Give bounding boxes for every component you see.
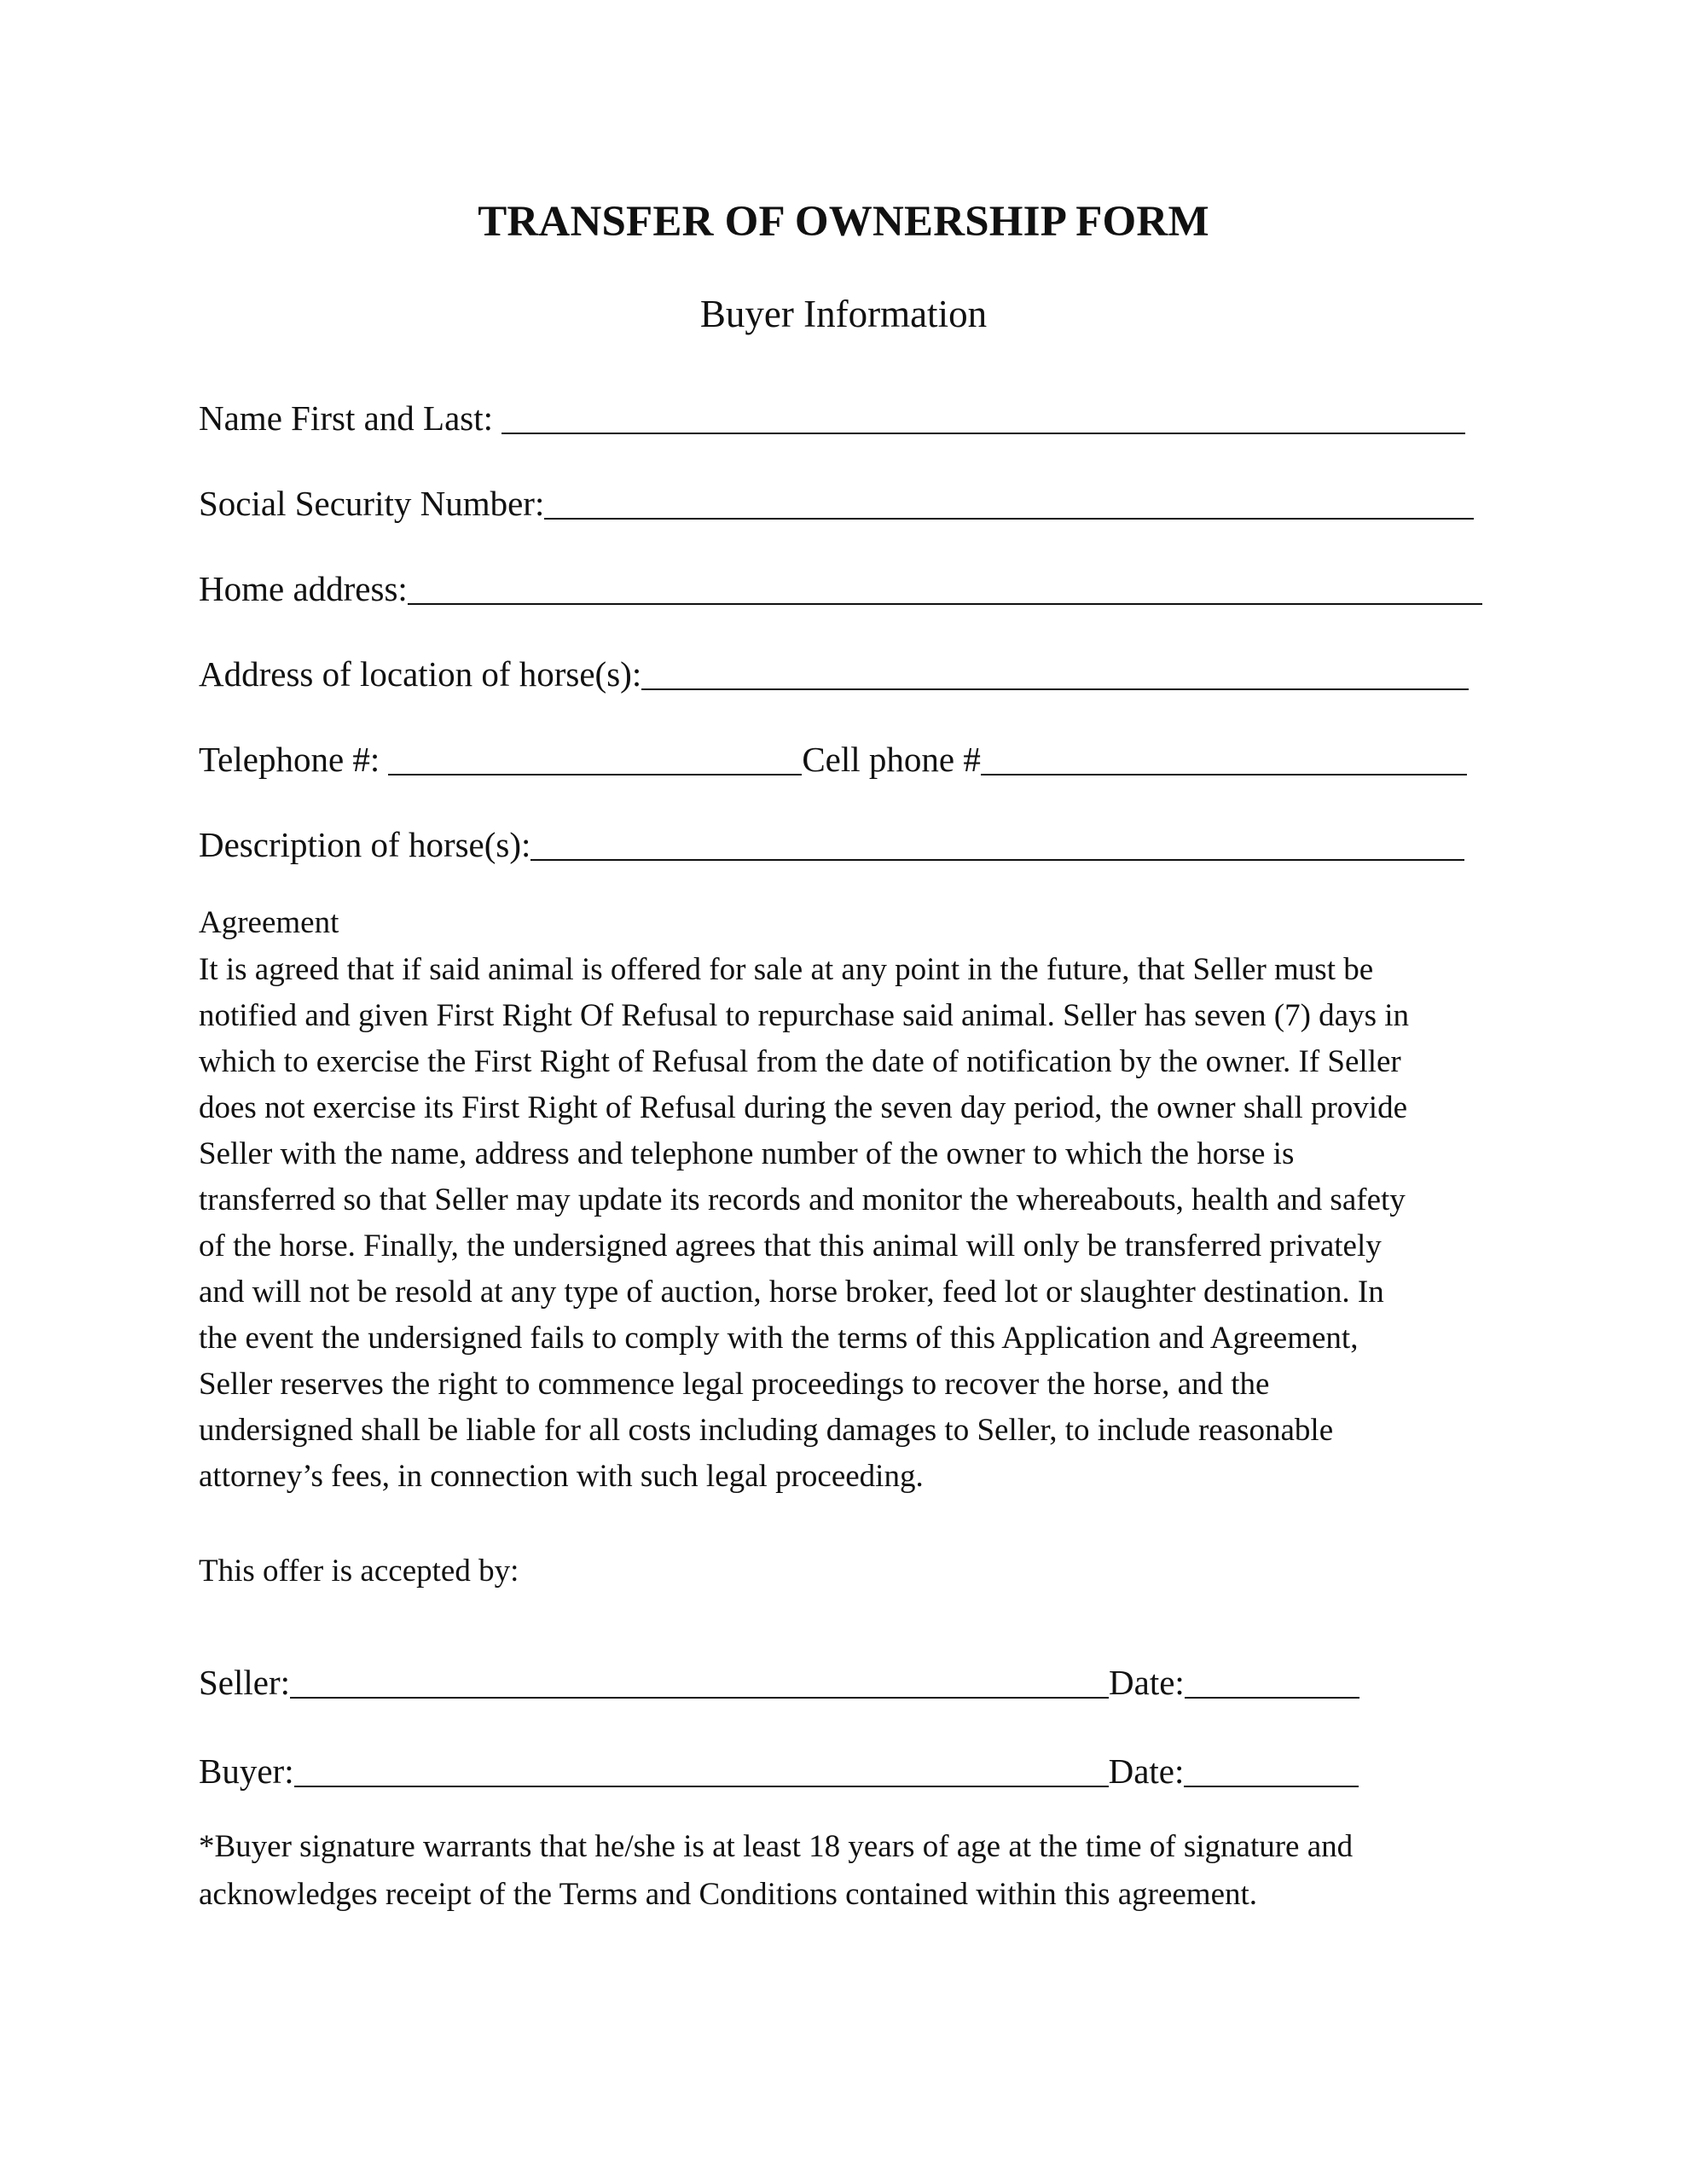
- agreement-heading: Agreement: [199, 905, 339, 940]
- seller-date-line[interactable]: [1185, 1658, 1359, 1699]
- horse-description-label: Description of horse(s):: [199, 825, 531, 864]
- agreement-line: and will not be resold at any type of auction, horse broker, feed lot or slaughter destination. In: [199, 1275, 1384, 1310]
- buyer-date-label: Date:: [1108, 1751, 1185, 1791]
- form-title: TRANSFER OF OWNERSHIP FORM: [478, 198, 1209, 246]
- cell-phone-input-line[interactable]: [981, 735, 1467, 775]
- ssn-label: Social Security Number:: [199, 484, 545, 523]
- horse-description-field: [199, 817, 1464, 867]
- buyer-age-footnote: [199, 1823, 1495, 1919]
- agreement-line: which to exercise the First Right of Refusal from the date of notification by the owner. If Seller: [199, 1044, 1401, 1079]
- cell-phone-label: Cell phone #: [802, 740, 981, 779]
- horse-location-input-line[interactable]: [641, 649, 1469, 690]
- buyer-date-line[interactable]: [1184, 1746, 1359, 1787]
- ssn-field: [199, 476, 1474, 526]
- name-input-line[interactable]: [501, 393, 1465, 434]
- telephone-input-line[interactable]: [388, 735, 802, 775]
- footnote-line: acknowledges receipt of the Terms and Conditions contained within this agreement.: [199, 1877, 1258, 1912]
- agreement-line: of the horse. Finally, the undersigned agrees that this animal will only be transferred privately: [199, 1228, 1382, 1263]
- telephone-label: Telephone #:: [199, 740, 380, 779]
- phone-field-row: [199, 732, 1467, 781]
- horse-location-field: [199, 647, 1469, 696]
- seller-label: Seller:: [199, 1663, 291, 1702]
- agreement-line: Seller reserves the right to commence legal proceedings to recover the horse, and the: [199, 1367, 1270, 1402]
- agreement-line: Seller with the name, address and telephone number of the owner to which the horse is: [199, 1136, 1295, 1171]
- buyer-label: Buyer:: [199, 1751, 294, 1791]
- agreement-line: the event the undersigned fails to comply with the terms of this Application and Agreement,: [199, 1321, 1359, 1356]
- seller-signature-line[interactable]: [290, 1658, 1109, 1699]
- agreement-line: transferred so that Seller may update its records and monitor the whereabouts, health and safety: [199, 1182, 1406, 1217]
- section-heading-buyer-information: Buyer Information: [699, 293, 988, 335]
- buyer-signature-line[interactable]: [294, 1746, 1109, 1787]
- agreement-line: It is agreed that if said animal is offered for sale at any point in the future, that Seller must be: [199, 952, 1374, 987]
- seller-signature-row: [199, 1655, 1359, 1705]
- home-address-input-line[interactable]: [408, 564, 1482, 605]
- acceptance-intro: This offer is accepted by:: [199, 1554, 519, 1589]
- seller-date-label: Date:: [1109, 1663, 1185, 1702]
- home-address-field: [199, 561, 1482, 611]
- agreement-line: attorney’s fees, in connection with such legal proceeding.: [199, 1459, 924, 1494]
- buyer-signature-row: [199, 1744, 1359, 1793]
- horse-location-label: Address of location of horse(s):: [199, 654, 642, 694]
- agreement-line: does not exercise its First Right of Refusal during the seven day period, the owner shall provide: [199, 1090, 1408, 1125]
- agreement-line: undersigned shall be liable for all costs including damages to Seller, to include reasonable: [199, 1413, 1334, 1448]
- agreement-text: [199, 947, 1499, 1500]
- footnote-line: *Buyer signature warrants that he/she is at least 18 years of age at the time of signature and: [199, 1829, 1354, 1864]
- name-label: Name First and Last:: [199, 398, 494, 438]
- name-field: [199, 391, 1465, 440]
- agreement-line: notified and given First Right Of Refusal to repurchase said animal. Seller has seven (7) days in: [199, 998, 1410, 1033]
- home-address-label: Home address:: [199, 569, 408, 608]
- ssn-input-line[interactable]: [544, 479, 1474, 520]
- horse-description-input-line[interactable]: [530, 820, 1464, 861]
